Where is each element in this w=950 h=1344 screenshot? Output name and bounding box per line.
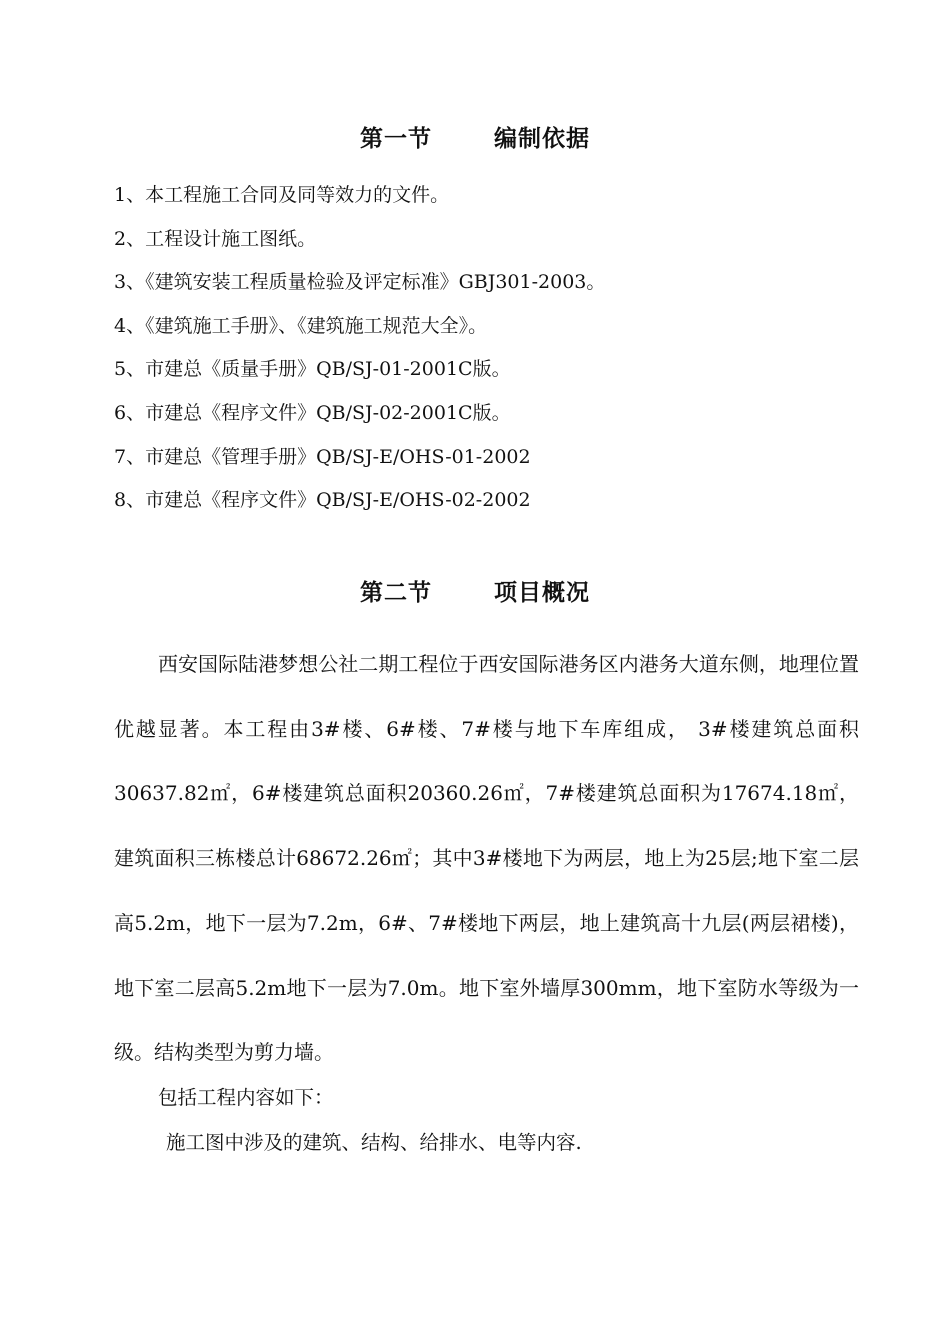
section-1-title: 编制依据 [494,126,590,152]
scope-detail: 施工图中涉及的建筑、结构、给排水、电等内容. [166,1131,582,1154]
section-1-label: 第一节 [360,126,432,152]
basis-item-5: 5、市建总《质量手册》QB/SJ-01-2001C版。 [114,358,511,381]
basis-item-6: 6、市建总《程序文件》QB/SJ-02-2001C版。 [114,401,511,424]
basis-item-8: 8、市建总《程序文件》QB/SJ-E/OHS-02-2002 [114,489,531,512]
basis-item-1: 1、本工程施工合同及同等效力的文件。 [114,184,450,206]
basis-list [114,180,605,529]
section-2-title: 项目概况 [494,580,590,606]
basis-item-2: 2、工程设计施工图纸。 [114,227,317,250]
basis-item-3: 3、《建筑安装工程质量检验及评定标准》GBJ301-2003。 [114,271,606,294]
basis-item-4: 4、《建筑施工手册》、《建筑施工规范大全》。 [114,314,488,337]
project-overview-paragraph: 西安国际陆港梦想公社二期工程位于西安国际港务区内港务大道东侧，地理位置优越显著。本工程由3#楼、6#楼、7#楼与地下车库组成， 3#楼建筑总面积30637.82㎡，6#楼建筑总面积20360.26㎡，7#楼建筑总面积为17674.18㎡，建筑面积三栋楼总计68672.26㎡；其中3#楼地下为两层，地上为25层;地下室二层高5.2m，地下一层为7.2m，6#、7#楼地下两层，地上建筑高十九层(两层裙楼)，地下室二层高5.2m地下一层为7.0m。地下室外墙厚300mm，地下室防水等级为一级。结构类型为剪力墙。 [114,652,859,1065]
basis-item-7: 7、市建总《管理手册》QB/SJ-E/OHS-01-2002 [114,445,531,468]
scope-intro: 包括工程内容如下： [158,1086,334,1109]
section-1-heading [0,120,950,153]
section-2-heading [0,574,950,607]
section-2-label: 第二节 [360,580,432,606]
